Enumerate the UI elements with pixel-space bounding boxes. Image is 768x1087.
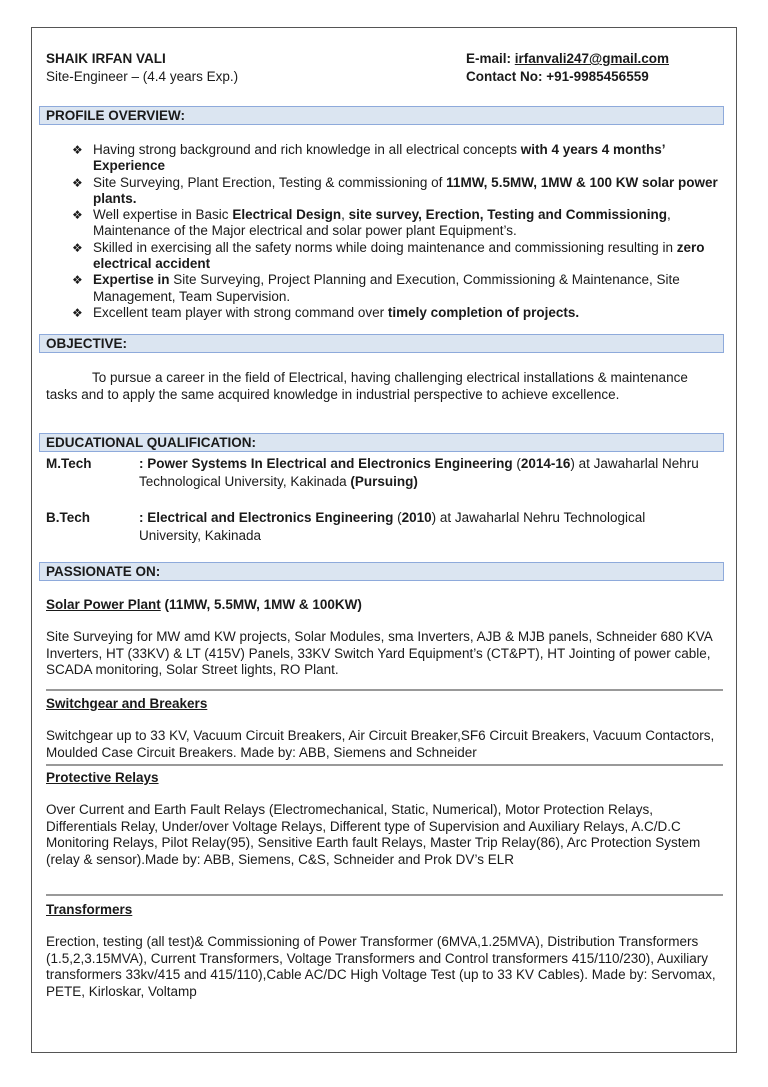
- diamond-bullet-icon: ❖: [72, 175, 83, 190]
- transformers-text: Erection, testing (all test)& Commissioning of Power Transformer (6MVA,1.25MVA), Distribution Transformers (1.5,2,3.15MVA), Current Transformers, Voltage Transformers and Control transformers 415/110/230), Auxiliary transformers 33kv/415 and 415/110),Cable AC/DC High Voltage Test (up to 33 KV Cables). Made by: Servomax, PETE, Kirloskar, Voltamp: [46, 934, 716, 999]
- profile-bullet-item: [72, 207, 722, 240]
- edu-detail-segment: ) at Jawaharlal Nehru Technological University, Kakinada: [139, 456, 699, 489]
- email-link[interactable]: irfanvali247@gmail.com: [514, 51, 669, 66]
- profile-bullet-list: [72, 142, 722, 321]
- edu-detail-segment: (: [512, 456, 521, 471]
- transformers-title: Transformers: [46, 902, 133, 917]
- relays-title: Protective Relays: [46, 770, 159, 785]
- header-left: [46, 50, 238, 86]
- profile-bullet-segment: site survey, Erection, Testing and Commissioning: [348, 207, 667, 223]
- profile-bullet-segment: ,: [341, 207, 349, 223]
- edu-detail-segment: (Pursuing): [350, 473, 418, 489]
- divider: [46, 894, 723, 896]
- profile-bullet-segment: , Maintenance of the Major electrical and solar power plant Equipment’s.: [93, 207, 671, 239]
- edu-details-btech: [139, 509, 699, 544]
- solar-text: Site Surveying for MW amd KW projects, Solar Modules, sma Inverters, AJB & MJB panels, Schneider 680 KVA Inverters, HT (33KV) & LT (415V) Panels, 33KV Switch Yard Equipment’s (CT&PT), HT Jointing of power cable, SCADA monitoring, Solar Street lights, RO Plant.: [46, 629, 713, 677]
- profile-bullet-segment: Site Surveying, Project Planning and Execution, Commissioning & Maintenance, Site Management, Team Supervision.: [93, 272, 680, 304]
- header-right: [466, 50, 669, 86]
- profile-bullet-segment: zero electrical accident: [93, 239, 705, 272]
- profile-bullet-item: [72, 175, 722, 208]
- diamond-bullet-icon: ❖: [72, 240, 83, 255]
- solar-title: Solar Power Plant: [46, 597, 161, 612]
- diamond-bullet-icon: ❖: [72, 208, 83, 223]
- switchgear-text: Switchgear up to 33 KV, Vacuum Circuit Breakers, Air Circuit Breaker,SF6 Circuit Breakers, Vacuum Contactors, Moulded Case Circuit Breakers. Made by: ABB, Siemens and Schneider: [46, 728, 715, 760]
- profile-bullet-segment: Electrical Design: [232, 207, 342, 223]
- profile-bullet-item: [72, 142, 722, 175]
- profile-bullet-segment: Site Surveying, Plant Erection, Testing & commissioning of: [93, 174, 447, 190]
- switchgear-title: Switchgear and Breakers: [46, 696, 208, 711]
- objective-text: To pursue a career in the field of Electrical, having challenging electrical installations & maintenance tasks and to apply the same acquired knowledge in industrial perspective to achieve excellence.: [46, 370, 688, 402]
- contact-number: Contact No: +91-9985456559: [466, 69, 649, 84]
- passionate-heading: PASSIONATE ON:: [39, 562, 724, 581]
- candidate-role: Site-Engineer – (4.4 years Exp.): [46, 69, 239, 84]
- profile-bullet-segment: timely completion of projects.: [387, 304, 580, 320]
- profile-bullet-item: [72, 305, 722, 321]
- relays-text: Over Current and Earth Fault Relays (Electromechanical, Static, Numerical), Motor Protection Relays, Differentials Relay, Under/over Voltage Relays, Different type of Supervision and Auxiliary Relays, A.C/D.C Monitoring Relays, Pilot Relay(95), Sensitive Earth fault Relays, Master Trip Relay(86), Arc Protection System (relay & sensor).Made by: ABB, Siemens, C&S, Schneider and Prok DV’s ELR: [46, 802, 701, 867]
- edu-detail-segment: : Power Systems In Electrical and Electronics Engineering: [139, 456, 513, 471]
- profile-bullet-segment: with 4 years 4 months’ Experience: [93, 142, 665, 174]
- diamond-bullet-icon: ❖: [72, 305, 83, 320]
- edu-detail-segment: 2014-16: [520, 456, 571, 471]
- objective-heading: OBJECTIVE:: [39, 334, 724, 353]
- profile-bullet-segment: Excellent team player with strong command over: [93, 304, 388, 320]
- education-heading: EDUCATIONAL QUALIFICATION:: [39, 433, 724, 452]
- profile-bullet-segment: Having strong background and rich knowledge in all electrical concepts: [93, 142, 521, 157]
- solar-capacity: (11MW, 5.5MW, 1MW & 100KW): [160, 597, 362, 612]
- profile-heading: PROFILE OVERVIEW:: [39, 106, 724, 125]
- edu-detail-segment: 2010: [401, 510, 432, 525]
- email-label: E-mail:: [466, 51, 515, 66]
- edu-details-mtech: [139, 455, 699, 490]
- divider: [46, 689, 723, 691]
- solar-title-line: [46, 597, 362, 612]
- edu-detail-segment: : Electrical and Electronics Engineering: [139, 510, 394, 525]
- edu-detail-segment: (: [393, 510, 402, 525]
- diamond-bullet-icon: ❖: [72, 143, 83, 157]
- profile-bullet-segment: Well expertise in Basic: [93, 207, 233, 223]
- profile-bullet-item: [72, 272, 722, 305]
- profile-bullet-item: [72, 240, 722, 273]
- candidate-name: SHAIK IRFAN VALI: [46, 51, 166, 66]
- edu-degree-mtech: M.Tech: [46, 456, 92, 471]
- profile-bullet-segment: Expertise in: [93, 272, 170, 288]
- profile-bullet-segment: 11MW, 5.5MW, 1MW & 100 KW solar power plants.: [93, 174, 718, 206]
- diamond-bullet-icon: ❖: [72, 273, 83, 288]
- profile-bullet-segment: Skilled in exercising all the safety norms while doing maintenance and commissioning resulting in: [93, 239, 677, 255]
- email-line: [466, 50, 669, 68]
- edu-degree-btech: B.Tech: [46, 510, 91, 525]
- divider: [46, 764, 723, 766]
- edu-detail-segment: ) at Jawaharlal Nehru Technological University, Kakinada: [139, 510, 646, 543]
